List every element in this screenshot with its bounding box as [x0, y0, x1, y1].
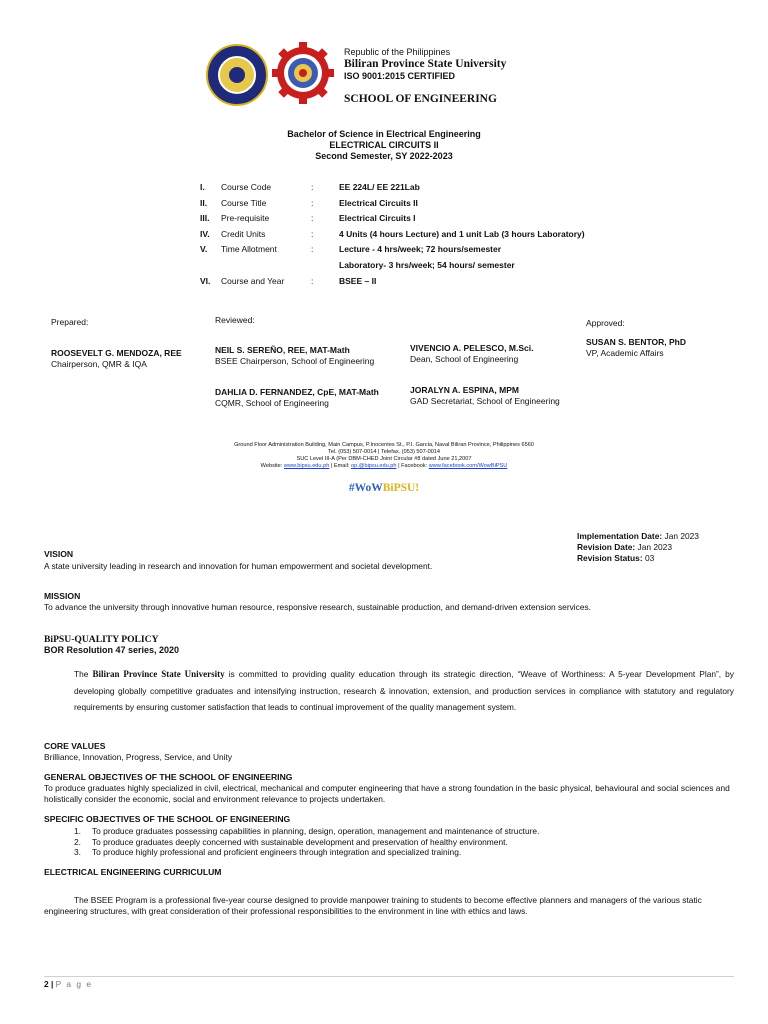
- row-separator: :: [311, 182, 314, 192]
- republic-line: Republic of the Philippines: [344, 47, 451, 57]
- row-number: IV.: [200, 228, 210, 239]
- reviewer-1: [215, 345, 374, 366]
- row-separator: :: [311, 197, 314, 208]
- row-number: VI.: [200, 275, 211, 286]
- approved-by: [586, 337, 686, 358]
- reviewer-2-role: Dean, School of Engineering: [410, 353, 519, 364]
- program-title: Bachelor of Science in Electrical Engineering: [287, 129, 481, 139]
- page-label: P a g e: [55, 979, 93, 989]
- row-separator: :: [311, 228, 314, 239]
- quality-policy-text: The Biliran Province State University is committed to providing quality education through its strategic direction, “Weave of Worthiness: A 5-year Development Plan”, by developing globally competitive graduates and intensifying instruction, research & innovation, extension, and production services in compliance with statutory and regulatory requirements by ensuring customer satisfaction that leads to continual improvement of the quality management system.: [74, 669, 734, 712]
- row-label: Course and Year: [221, 275, 285, 286]
- document-title: [0, 129, 768, 162]
- reviewer-2-name: VIVENCIO A. PELESCO, M.Sci.: [410, 343, 534, 353]
- list-item-number: 2.: [74, 836, 81, 847]
- general-objectives-text: To produce graduates highly specialized in civil, electrical, mechanical and computer engineering that have a strong foundation in the basic physical, behavioural and social sciences and holistically consider the economic, social and environment relevance to projects undertaken.: [44, 783, 730, 804]
- course-info-row: [200, 198, 639, 214]
- list-item: [74, 826, 734, 837]
- mission-heading: MISSION: [44, 591, 81, 601]
- reviewer-1-role: BSEE Chairperson, School of Engineering: [215, 355, 375, 366]
- row-separator: :: [311, 213, 314, 224]
- core-values-heading: CORE VALUES: [44, 741, 106, 751]
- reviewer-4-role: GAD Secretariat, School of Engineering: [410, 395, 560, 406]
- approved-role: VP, Academic Affairs: [586, 347, 664, 358]
- list-item-text: To produce graduates deeply concerned with sustainable development and preservation of healthy environment.: [92, 836, 508, 847]
- row-label: Course Code: [221, 182, 272, 192]
- curriculum-heading: ELECTRICAL ENGINEERING CURRICULUM: [44, 867, 222, 877]
- approved-name: SUSAN S. BENTOR, PhD: [586, 337, 686, 347]
- row-value: Laboratory- 3 hrs/week; 54 hours/ semester: [339, 259, 515, 270]
- row-separator: [311, 260, 339, 276]
- curriculum-text: The BSEE Program is a professional five-year course designed to provide manpower training to students to become effective planners and managers of the various static engineering structures, with great consideration of their professional responsibilities to the environment in line with ethics and laws.: [44, 895, 702, 916]
- list-item-number: 3.: [74, 847, 81, 857]
- course-info-row: [200, 244, 639, 260]
- vision-heading: VISION: [44, 549, 74, 559]
- reviewer-2: [410, 343, 533, 364]
- revision-block: [577, 531, 699, 563]
- university-seal-inner: [218, 56, 256, 94]
- vision-text: A state university leading in research and innovation for human empowerment and societal development.: [44, 561, 433, 571]
- university-name-inline: Biliran Province State University: [92, 669, 225, 679]
- row-value: BSEE – II: [339, 275, 377, 286]
- approved-label: Approved:: [586, 318, 625, 328]
- row-label: Course Title: [221, 197, 267, 208]
- row-label: Credit Units: [221, 228, 266, 239]
- row-value: Electrical Circuits I: [339, 213, 416, 224]
- core-values-text: Brilliance, Innovation, Progress, Service, and Unity: [44, 752, 233, 762]
- facebook-label: | Facebook:: [398, 463, 428, 469]
- hashtag-wow: #WoW: [348, 482, 383, 494]
- reviewed-label: Reviewed:: [215, 315, 255, 325]
- reviewer-3: [215, 387, 379, 408]
- row-separator: :: [311, 275, 314, 286]
- revision-date: Revision Date: Jan 2023: [577, 541, 672, 552]
- row-value: 4 Units (4 hours Lecture) and 1 unit Lab (3 hours Laboratory): [339, 228, 585, 239]
- row-label: Pre-requisite: [221, 213, 270, 224]
- university-seal: [206, 44, 268, 106]
- reviewer-4: [410, 385, 560, 406]
- quality-policy-subheading: BOR Resolution 47 series, 2020: [44, 645, 180, 655]
- specific-objectives-list: [74, 826, 734, 858]
- mission-text: To advance the university through innovative human resource, responsive research, sustainable production, and demand-driven extension services.: [44, 602, 592, 612]
- page-number: [44, 979, 93, 989]
- website-link[interactable]: www.bipsu.edu.ph: [283, 463, 330, 469]
- course-info-row: [200, 182, 639, 198]
- specific-objectives-heading: SPECIFIC OBJECTIVES OF THE SCHOOL OF ENGINEERING: [44, 814, 291, 824]
- reviewer-1-name: NEIL S. SEREÑO, REE, MAT-Math: [215, 345, 350, 355]
- row-number: II.: [200, 197, 208, 208]
- course-info-row: [200, 260, 639, 276]
- course-info-row: [200, 276, 639, 292]
- iso-line: ISO 9001:2015 CERTIFIED: [344, 71, 456, 81]
- prepared-label: Prepared:: [51, 317, 89, 327]
- prepared-role: Chairperson, QMR & IQA: [51, 358, 147, 369]
- hashtag: [0, 482, 768, 494]
- suc-level-line: SUC Level III-A (Per DBM-CHED Joint Circular #8 dated June 21,2007: [296, 456, 472, 462]
- row-label: Time Allotment: [221, 244, 277, 255]
- row-number: III.: [200, 213, 210, 224]
- reviewer-3-name: DAHLIA D. FERNANDEZ, CpE, MAT-Math: [215, 387, 379, 397]
- course-title: ELECTRICAL CIRCUITS II: [329, 140, 439, 150]
- page-sep: |: [51, 979, 54, 989]
- general-objectives-heading: GENERAL OBJECTIVES OF THE SCHOOL OF ENGINEERING: [44, 772, 293, 782]
- contact-line: [0, 463, 768, 470]
- row-value: Lecture - 4 hrs/week; 72 hours/semester: [339, 244, 502, 255]
- row-label: [221, 260, 311, 276]
- engineering-seal: [272, 42, 334, 104]
- website-label: Website:: [260, 463, 283, 469]
- row-number: I.: [200, 182, 205, 192]
- reviewer-4-name: JORALYN A. ESPINA, MPM: [410, 385, 519, 395]
- list-item: [74, 847, 734, 858]
- course-info-row: [200, 213, 639, 229]
- hashtag-bipsu: BiPSU!: [382, 482, 420, 494]
- row-value: Electrical Circuits II: [339, 197, 418, 208]
- address-block: [0, 442, 768, 470]
- implementation-date: Implementation Date: Jan 2023: [577, 531, 699, 541]
- school-name: SCHOOL OF ENGINEERING: [344, 93, 497, 105]
- telephone-line: Tel. (053) 507-0014 | Telefax. (053) 507-0014: [327, 449, 441, 455]
- semester-title: Second Semester, SY 2022-2023: [315, 151, 453, 161]
- university-name: Biliran Province State University: [344, 58, 507, 70]
- email-link[interactable]: op.@bipsu.edu.ph: [351, 463, 397, 469]
- row-number: [200, 260, 221, 276]
- reviewer-3-role: CQMR, School of Engineering: [215, 397, 329, 408]
- row-number: V.: [200, 244, 208, 255]
- quality-policy-heading: BiPSU-QUALITY POLICY: [44, 634, 159, 645]
- page-num: 2: [44, 979, 49, 989]
- facebook-link[interactable]: www.facebook.com/WowBiPSU: [428, 463, 508, 469]
- footer-rule: [44, 976, 734, 977]
- course-info-row: [200, 229, 639, 245]
- row-value: EE 224L/ EE 221Lab: [339, 182, 420, 192]
- prepared-by: [51, 348, 182, 369]
- prepared-name: ROOSEVELT G. MENDOZA, REE: [51, 348, 182, 358]
- course-info-table: [200, 182, 639, 291]
- email-label: | Email:: [330, 463, 350, 469]
- row-separator: :: [311, 244, 314, 255]
- list-item-text: To produce graduates possessing capabilities in planning, design, operation, management and maintenance of structure.: [92, 826, 540, 836]
- list-item: [74, 837, 734, 848]
- list-item-number: 1.: [74, 826, 81, 836]
- address-line: Ground Floor Administration Building, Main Campus, P.Inocentes St., P.I. Garcia, Naval Biliran Province, Philippines 6560: [234, 442, 534, 448]
- revision-status: Revision Status: 03: [577, 552, 655, 563]
- list-item-text: To produce highly professional and proficient engineers through integration and specialized training.: [92, 847, 462, 857]
